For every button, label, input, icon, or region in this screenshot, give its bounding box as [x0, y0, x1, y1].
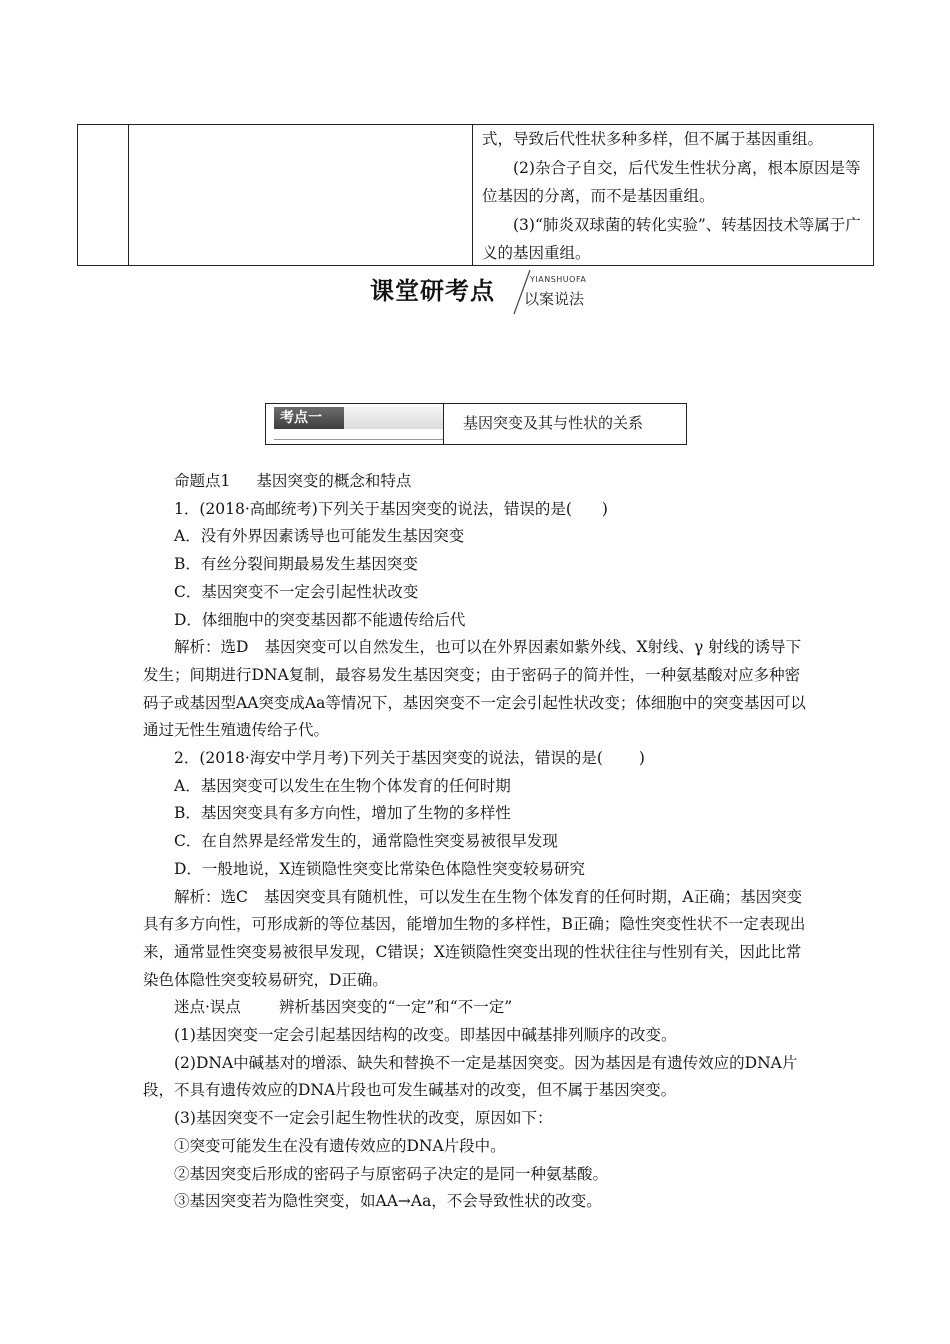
- analysis-text: 基因突变具有随机性，可以发生在生物个体发育的任何时期，A正确；基因突变具有多方向性，可形成新的等位基因，能增加生物的多样性，B正确；隐性突变性状不一定表现出来，通常显性突变易被很早发现，C错误；X连锁隐性突变出现的性状往往与性别有关，因此比常染色体隐性突变较易研究，D正确。: [143, 887, 806, 989]
- table-divider: [472, 125, 473, 265]
- section-heading: [143, 468, 813, 496]
- midian-point-3: (3)基因突变不一定会引起生物性状的改变，原因如下：: [174, 1109, 553, 1128]
- answer-prefix: 解析：选C: [174, 887, 248, 906]
- option-d: D．一般地说，X连锁隐性突变比常染色体隐性突变较易研究: [174, 859, 585, 878]
- question-2-stem: [143, 745, 813, 773]
- analysis-text: 基因突变可以自然发生，也可以在外界因素如紫外线、X射线、γ 射线的诱导下发生；间期进行DNA复制，最容易发生基因突变；由于密码子的简并性，一种氨基酸对应多种密码子或基因型AA突变成Aa等情况下，基因突变不一定会引起性状改变；体细胞中的突变基因可以通过无性生殖遗传给子代。: [143, 638, 806, 740]
- kaodian-header: [265, 403, 687, 445]
- option-b: B．有丝分裂间期最易发生基因突变: [174, 555, 418, 574]
- reason-1: ①突变可能发生在没有遗传效应的DNA片段中。: [174, 1136, 506, 1155]
- option-b: B．基因突变具有多方向性，增加了生物的多样性: [174, 804, 511, 823]
- answer-prefix: 解析：选D: [174, 638, 249, 657]
- table-note-cell: [482, 125, 865, 268]
- section-banner: [370, 268, 620, 318]
- summary-table-fragment: [77, 124, 874, 266]
- note-item-2: (2)杂合子自交，后代发生性状分离，根本原因是等位基因的分离，而不是基因重组。: [482, 158, 861, 205]
- question-stem-text: 2．(2018·海安中学月考)下列关于基因突变的说法，错误的是(: [174, 749, 603, 768]
- kaodian-title: 基因突变及其与性状的关系: [463, 414, 644, 432]
- banner-pinyin: YIANSHUOFA: [530, 275, 587, 284]
- option-a: A．基因突变可以发生在生物个体发育的任何时期: [174, 776, 511, 795]
- banner-title: 课堂研考点: [370, 277, 495, 305]
- tag-underline: [274, 429, 444, 440]
- note-item-3: (3)“肺炎双球菌的转化实验”、转基因技术等属于广义的基因重组。: [482, 215, 861, 262]
- note-line: 式，导致后代性状多种多样，但不属于基因重组。: [482, 130, 824, 148]
- midian-point-2: (2)DNA中碱基对的增添、缺失和替换不一定是基因突变。因为基因是有遗传效应的DNA片段，不具有遗传效应的DNA片段也可发生碱基对的改变，但不属于基因突变。: [143, 1053, 798, 1100]
- tag-shade: [344, 407, 444, 429]
- heading-text: 基因突变的概念和特点: [256, 472, 412, 490]
- midian-point-1: (1)基因突变一定会引起基因结构的改变。即基因中碱基排列顺序的改变。: [174, 1026, 677, 1045]
- option-c: C．在自然界是经常发生的，通常隐性突变易被很早发现: [174, 832, 558, 851]
- table-divider: [128, 125, 129, 265]
- option-a: A．没有外界因素诱导也可能发生基因突变: [174, 527, 465, 546]
- question-1-stem: [143, 496, 813, 524]
- header-divider: [443, 404, 444, 444]
- midian-title: 辨析基因突变的“一定”和“不一定”: [278, 998, 513, 1017]
- question-1-analysis: [143, 634, 813, 745]
- kaodian-tag: 考点一: [274, 407, 344, 429]
- main-content: [143, 468, 813, 1216]
- question-stem-text: 1．(2018·高邮统考)下列关于基因突变的说法，错误的是(: [174, 499, 572, 518]
- heading-label: 命题点1: [174, 472, 231, 490]
- question-2-analysis: [143, 884, 813, 995]
- midian-label: 迷点·误点: [174, 998, 241, 1017]
- option-d: D．体细胞中的突变基因都不能遗传给后代: [174, 610, 466, 629]
- reason-2: ②基因突变后形成的密码子与原密码子决定的是同一种氨基酸。: [174, 1164, 609, 1183]
- midian-heading: [143, 994, 813, 1022]
- banner-subtitle: 以案说法: [524, 290, 585, 308]
- question-stem-end: ): [638, 749, 645, 768]
- question-stem-end: ): [601, 499, 608, 518]
- reason-3: ③基因突变若为隐性突变，如AA→Aa，不会导致性状的改变。: [174, 1192, 602, 1211]
- option-c: C．基因突变不一定会引起性状改变: [174, 582, 419, 601]
